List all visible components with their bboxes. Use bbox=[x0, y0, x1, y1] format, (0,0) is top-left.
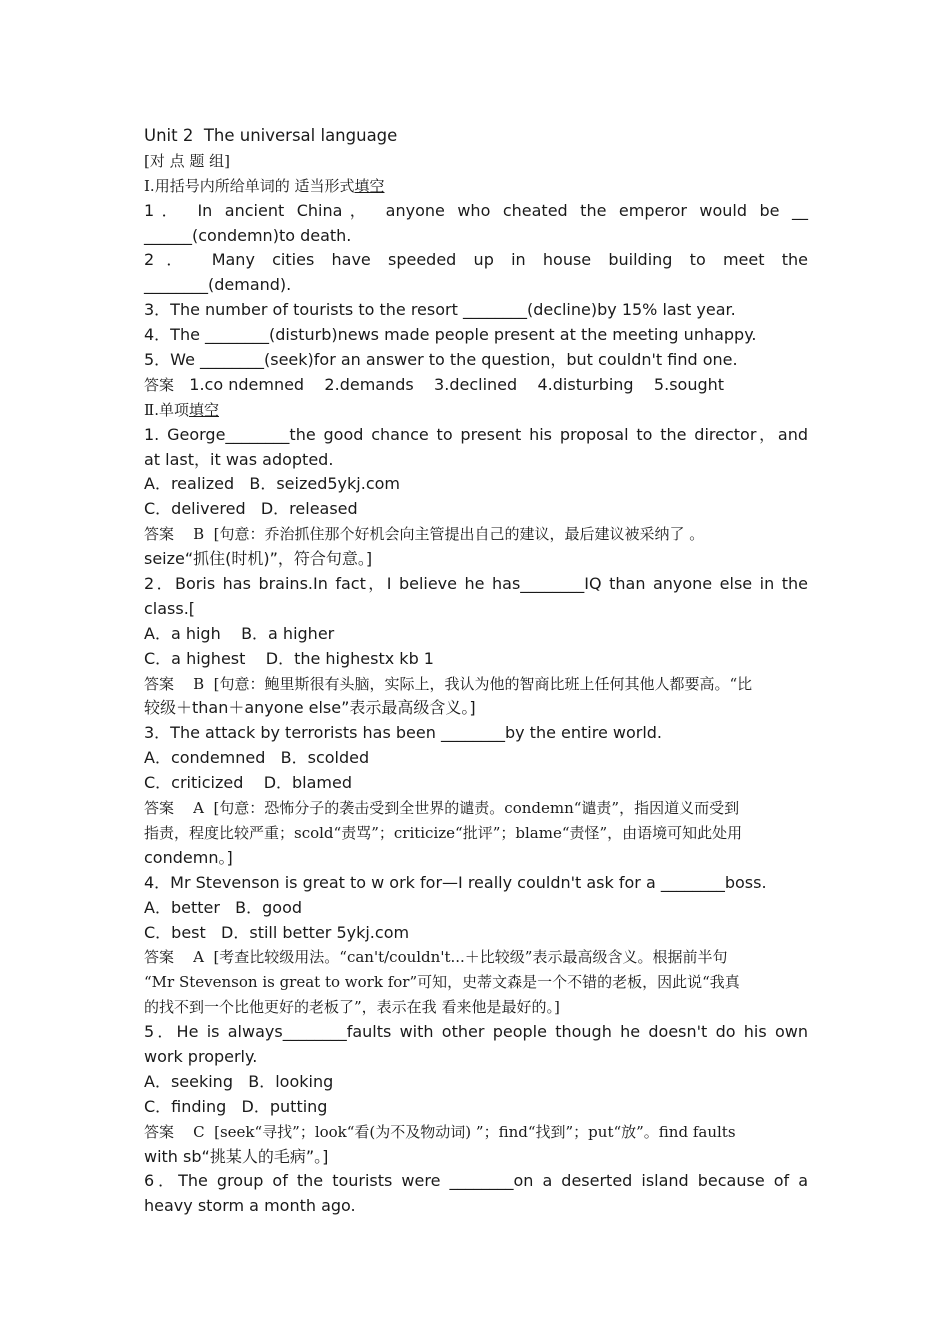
question-3: 3．The number of tourists to the resort ________(decline)by 15% last year. bbox=[144, 300, 736, 320]
question-1-line-1: 1． In ancient China， anyone who cheated the emperor would be __ bbox=[144, 200, 808, 220]
text-line: 答案 B [句意：鲍里斯很有头脑，实际上，我认为他的智商比班上任何其他人都要高。“比 bbox=[144, 674, 753, 693]
text-line: C．finding D．putting bbox=[144, 1096, 328, 1116]
question-5: 5．We ________(seek)for an answer to the question，but couldn't find one. bbox=[144, 350, 738, 370]
text-line: 答案 C [seek“寻找”；look“看(为不及物动词) ”；find“找到”；put“放”。find faults bbox=[144, 1122, 736, 1141]
text-line: 5．He is always________faults with other people though he doesn't do his own bbox=[144, 1022, 808, 1042]
text-line: “Mr Stevenson is great to work for”可知，史蒂文森是一个不错的老板，因此说“我真 bbox=[144, 973, 740, 992]
question-1-line-2: ______(condemn)to death. bbox=[144, 225, 352, 245]
section-2-heading-text: Ⅱ.单项 bbox=[144, 400, 189, 419]
text-line: 答案 A [考查比较级用法。“can't/couldn't...＋比较级”表示最高级含义。根据前半句 bbox=[144, 948, 728, 967]
question-2-line-1: 2． Many cities have speeded up in house building to meet the bbox=[144, 250, 808, 270]
text-line: 3．The attack by terrorists has been ________by the entire world. bbox=[144, 723, 663, 743]
section-1-heading-underlined: 填空 bbox=[354, 176, 385, 195]
document-body bbox=[144, 124, 808, 1219]
text-line: 2．Boris has brains.In fact，I believe he has________IQ than anyone else in the bbox=[144, 574, 808, 594]
text-line: work properly. bbox=[144, 1046, 258, 1066]
text-line: seize“抓住(时机)”，符合句意。] bbox=[144, 549, 373, 569]
text-line: 6．The group of the tourists were ________on a deserted island because of a bbox=[144, 1171, 809, 1191]
text-line: 答案 B [句意：乔治抓住那个好机会向主管提出自己的建议，最后建议被采纳了 。 bbox=[144, 525, 705, 544]
section-2-heading bbox=[144, 398, 808, 423]
page-title: Unit 2 The universal language bbox=[144, 126, 398, 145]
text-line: A．condemned B．scolded bbox=[144, 748, 370, 768]
text-line: 指责，程度比较严重；scold“责骂”；criticize“批评”；blame“责怪”，由语境可知此处用 bbox=[144, 823, 743, 842]
section-2-heading-underlined: 填空 bbox=[188, 400, 219, 419]
text-line: A．realized B．seized5ykj.com bbox=[144, 474, 400, 494]
group-label: [对 点 题 组] bbox=[144, 151, 231, 170]
section-1-heading-text: Ⅰ.用括号内所给单词的 适当形式 bbox=[144, 176, 355, 195]
text-line: C．a highest D．the highestx kb 1 bbox=[144, 648, 434, 668]
text-line: C．criticized D．blamed bbox=[144, 773, 353, 793]
text-line: A．a high B．a higher bbox=[144, 623, 335, 643]
answer-label: 答案 bbox=[144, 375, 175, 394]
text-line: at last，it was adopted. bbox=[144, 449, 334, 469]
question-2-line-2: ________(demand). bbox=[144, 275, 292, 295]
text-line: A．seeking B．looking bbox=[144, 1071, 334, 1091]
text-line: 4．Mr Stevenson is great to w ork for—I really couldn't ask for a ________boss. bbox=[144, 872, 767, 892]
text-line: 较级＋than＋anyone else”表示最高级含义。] bbox=[144, 698, 476, 718]
text-line: 1. George________the good chance to present his proposal to the director，and bbox=[144, 424, 808, 444]
text-line: 答案 A [句意：恐怖分子的袭击受到全世界的谴责。condemn“谴责”，指因道义而受到 bbox=[144, 799, 740, 818]
text-line: class.[ bbox=[144, 598, 196, 618]
section-1-heading bbox=[144, 174, 808, 199]
text-line: A．better B．good bbox=[144, 897, 303, 917]
text-line: condemn。] bbox=[144, 847, 233, 867]
text-line: C．best D．still better 5ykj.com bbox=[144, 922, 410, 942]
text-line: with sb“挑某人的毛病”。] bbox=[144, 1146, 329, 1166]
section-1-answers bbox=[144, 373, 808, 398]
section-2-lines bbox=[144, 423, 808, 1220]
text-line: heavy storm a month ago. bbox=[144, 1196, 356, 1216]
answer-text: 1.co ndemned 2.demands 3.declined 4.disturbing 5.sought bbox=[174, 374, 725, 394]
text-line: C．delivered D．released bbox=[144, 499, 358, 519]
question-4: 4．The ________(disturb)news made people present at the meeting unhappy. bbox=[144, 325, 757, 345]
text-line: 的找不到一个比他更好的老板了”，表示在我 看来他是最好的。] bbox=[144, 998, 560, 1017]
